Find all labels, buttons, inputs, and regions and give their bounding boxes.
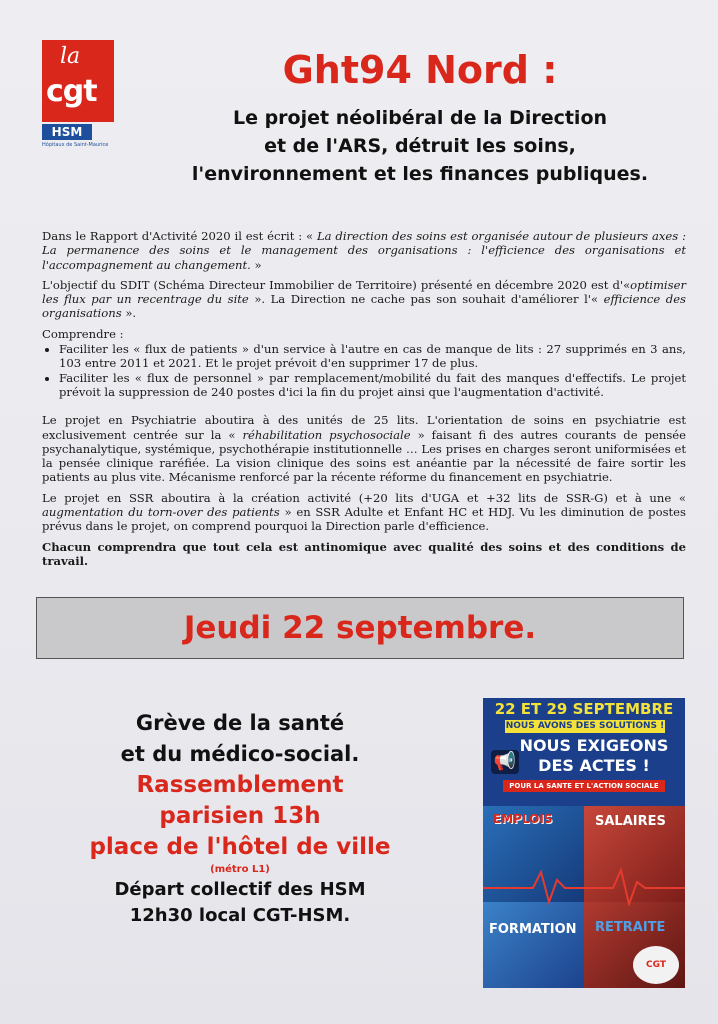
quote: optimiser les flux par un recentrage du site <box>42 277 686 307</box>
event-line: Rassemblement <box>136 772 344 798</box>
quote: réhabilitation psychosociale <box>242 427 411 442</box>
quote: efficience des organisations <box>42 292 687 321</box>
event-line: place de l'hôtel de ville <box>89 834 391 860</box>
logo-la: la <box>60 44 81 69</box>
quote: augmentation du torn-over des patients <box>42 505 280 520</box>
poster-retraite: RETRAITE <box>595 920 666 935</box>
bullet-list <box>42 342 686 399</box>
paragraph-sdit <box>42 278 686 321</box>
megaphone-icon: 📢 <box>491 750 519 774</box>
text: ». La Direction ne cache pas son souhait d'améliorer l'« <box>248 292 604 307</box>
text: » en SSR Adulte et Enfant HC et HDJ. Vu les diminution de postes prévus dans le projet, on comprend pourquoi la Direction parle d'efficience. <box>42 505 686 534</box>
event-line: et du médico-social. <box>120 742 360 766</box>
paragraph-conclusion: Chacun comprendra que tout cela est antinomique avec qualité des soins et des conditions de travail. <box>42 539 686 568</box>
paragraph-ssr <box>42 491 686 534</box>
subtitle-line: Le projet néolibéral de la Direction <box>232 107 608 129</box>
page-title: Ght94 Nord : <box>282 48 558 92</box>
poster-sante: POUR LA SANTE ET L'ACTION SOCIALE <box>503 780 665 792</box>
list-item: • Faciliter les « flux de personnel » par remplacement/mobilité du fait des manques d'effectifs. Le projet prévoit la suppression de 240 postes d'ici la fin du projet ainsi que l'augmentation d'activité. <box>59 371 686 400</box>
text: ». <box>121 306 137 321</box>
text: Le projet en SSR aboutira à la création activité (+20 lits d'UGA et +32 lits de SSR-G) et à une « <box>42 490 686 505</box>
paragraph-psychiatrie <box>42 413 686 484</box>
event-metro: (métro L1) <box>210 864 270 875</box>
poster-emplois: EMPLOIS <box>493 812 553 826</box>
logo-hsm: HSM <box>42 124 92 140</box>
event-details <box>40 708 440 929</box>
list-item: • Faciliter les « flux de patients » d'un service à l'autre en cas de manque de lits : 27 supprimés en 3 ans, 103 entre 2011 et 2021. Et le projet prévoit d'en supprimer 17 de plus. <box>59 342 686 371</box>
event-line: parisien 13h <box>159 803 321 829</box>
paragraph-comprendre: Comprendre : <box>42 326 124 341</box>
poster-headline <box>509 736 679 776</box>
logo-cgt: cgt <box>46 74 97 109</box>
poster-solutions: NOUS AVONS DES SOLUTIONS ! <box>505 721 665 731</box>
strike-poster <box>483 698 685 988</box>
event-line: 12h30 local CGT-HSM. <box>129 905 351 926</box>
date-banner: Jeudi 22 septembre. <box>36 597 684 659</box>
text: Dans le Rapport d'Activité 2020 il est écrit : « <box>42 229 317 243</box>
quote: La direction des soins est organisée autour de plusieurs axes : La permanence des soins et le management des organisations : l'efficience des organisations et l'accompagnement au changement. <box>42 229 686 272</box>
subtitle-line: et de l'ARS, détruit les soins, <box>264 135 576 157</box>
leaflet-body <box>42 229 686 574</box>
poster-salaires: SALAIRES <box>595 814 666 829</box>
page-subtitle <box>150 104 690 188</box>
cgt-hsm-logo <box>42 40 114 150</box>
poster-panel <box>483 902 584 988</box>
logo-subtitle: Hôpitaux de Saint-Maurice <box>42 142 109 148</box>
event-line: Grève de la santé <box>135 711 345 735</box>
poster-cgt-logo: CGT <box>633 946 679 984</box>
heartbeat-icon <box>483 866 685 906</box>
poster-formation: FORMATION <box>489 922 577 937</box>
text: » <box>250 257 262 272</box>
text: Le projet en Psychiatrie aboutira à des unités de 25 lits. L'orientation de soins en psychiatrie est exclusivement centrée sur la « <box>42 413 686 442</box>
subtitle-line: l'environnement et les finances publiques. <box>191 163 649 185</box>
paragraph-rapport <box>42 229 686 272</box>
headline-line: NOUS EXIGEONS <box>519 736 669 755</box>
text: L'objectif du SDIT (Schéma Directeur Immobilier de Territoire) présenté en décembre 2020 est d'« <box>42 277 631 292</box>
poster-date: 22 ET 29 SEPTEMBRE <box>494 700 674 718</box>
text: » faisant fi des autres courants de pensée psychanalytique, systémique, psychothérapie institutionnelle … Les prises en charges seront uniformisées et la pensée clinique raréfiée. La vision clinique des soins est anéantie par la nécessité de faire sortir les patients au plus vite. Mécanisme renforcé par la récente réforme du financement en psychiatrie. <box>42 427 686 485</box>
event-line: Départ collectif des HSM <box>114 879 366 900</box>
headline-line: DES ACTES ! <box>538 756 650 775</box>
cgt-logo-block <box>42 40 114 122</box>
